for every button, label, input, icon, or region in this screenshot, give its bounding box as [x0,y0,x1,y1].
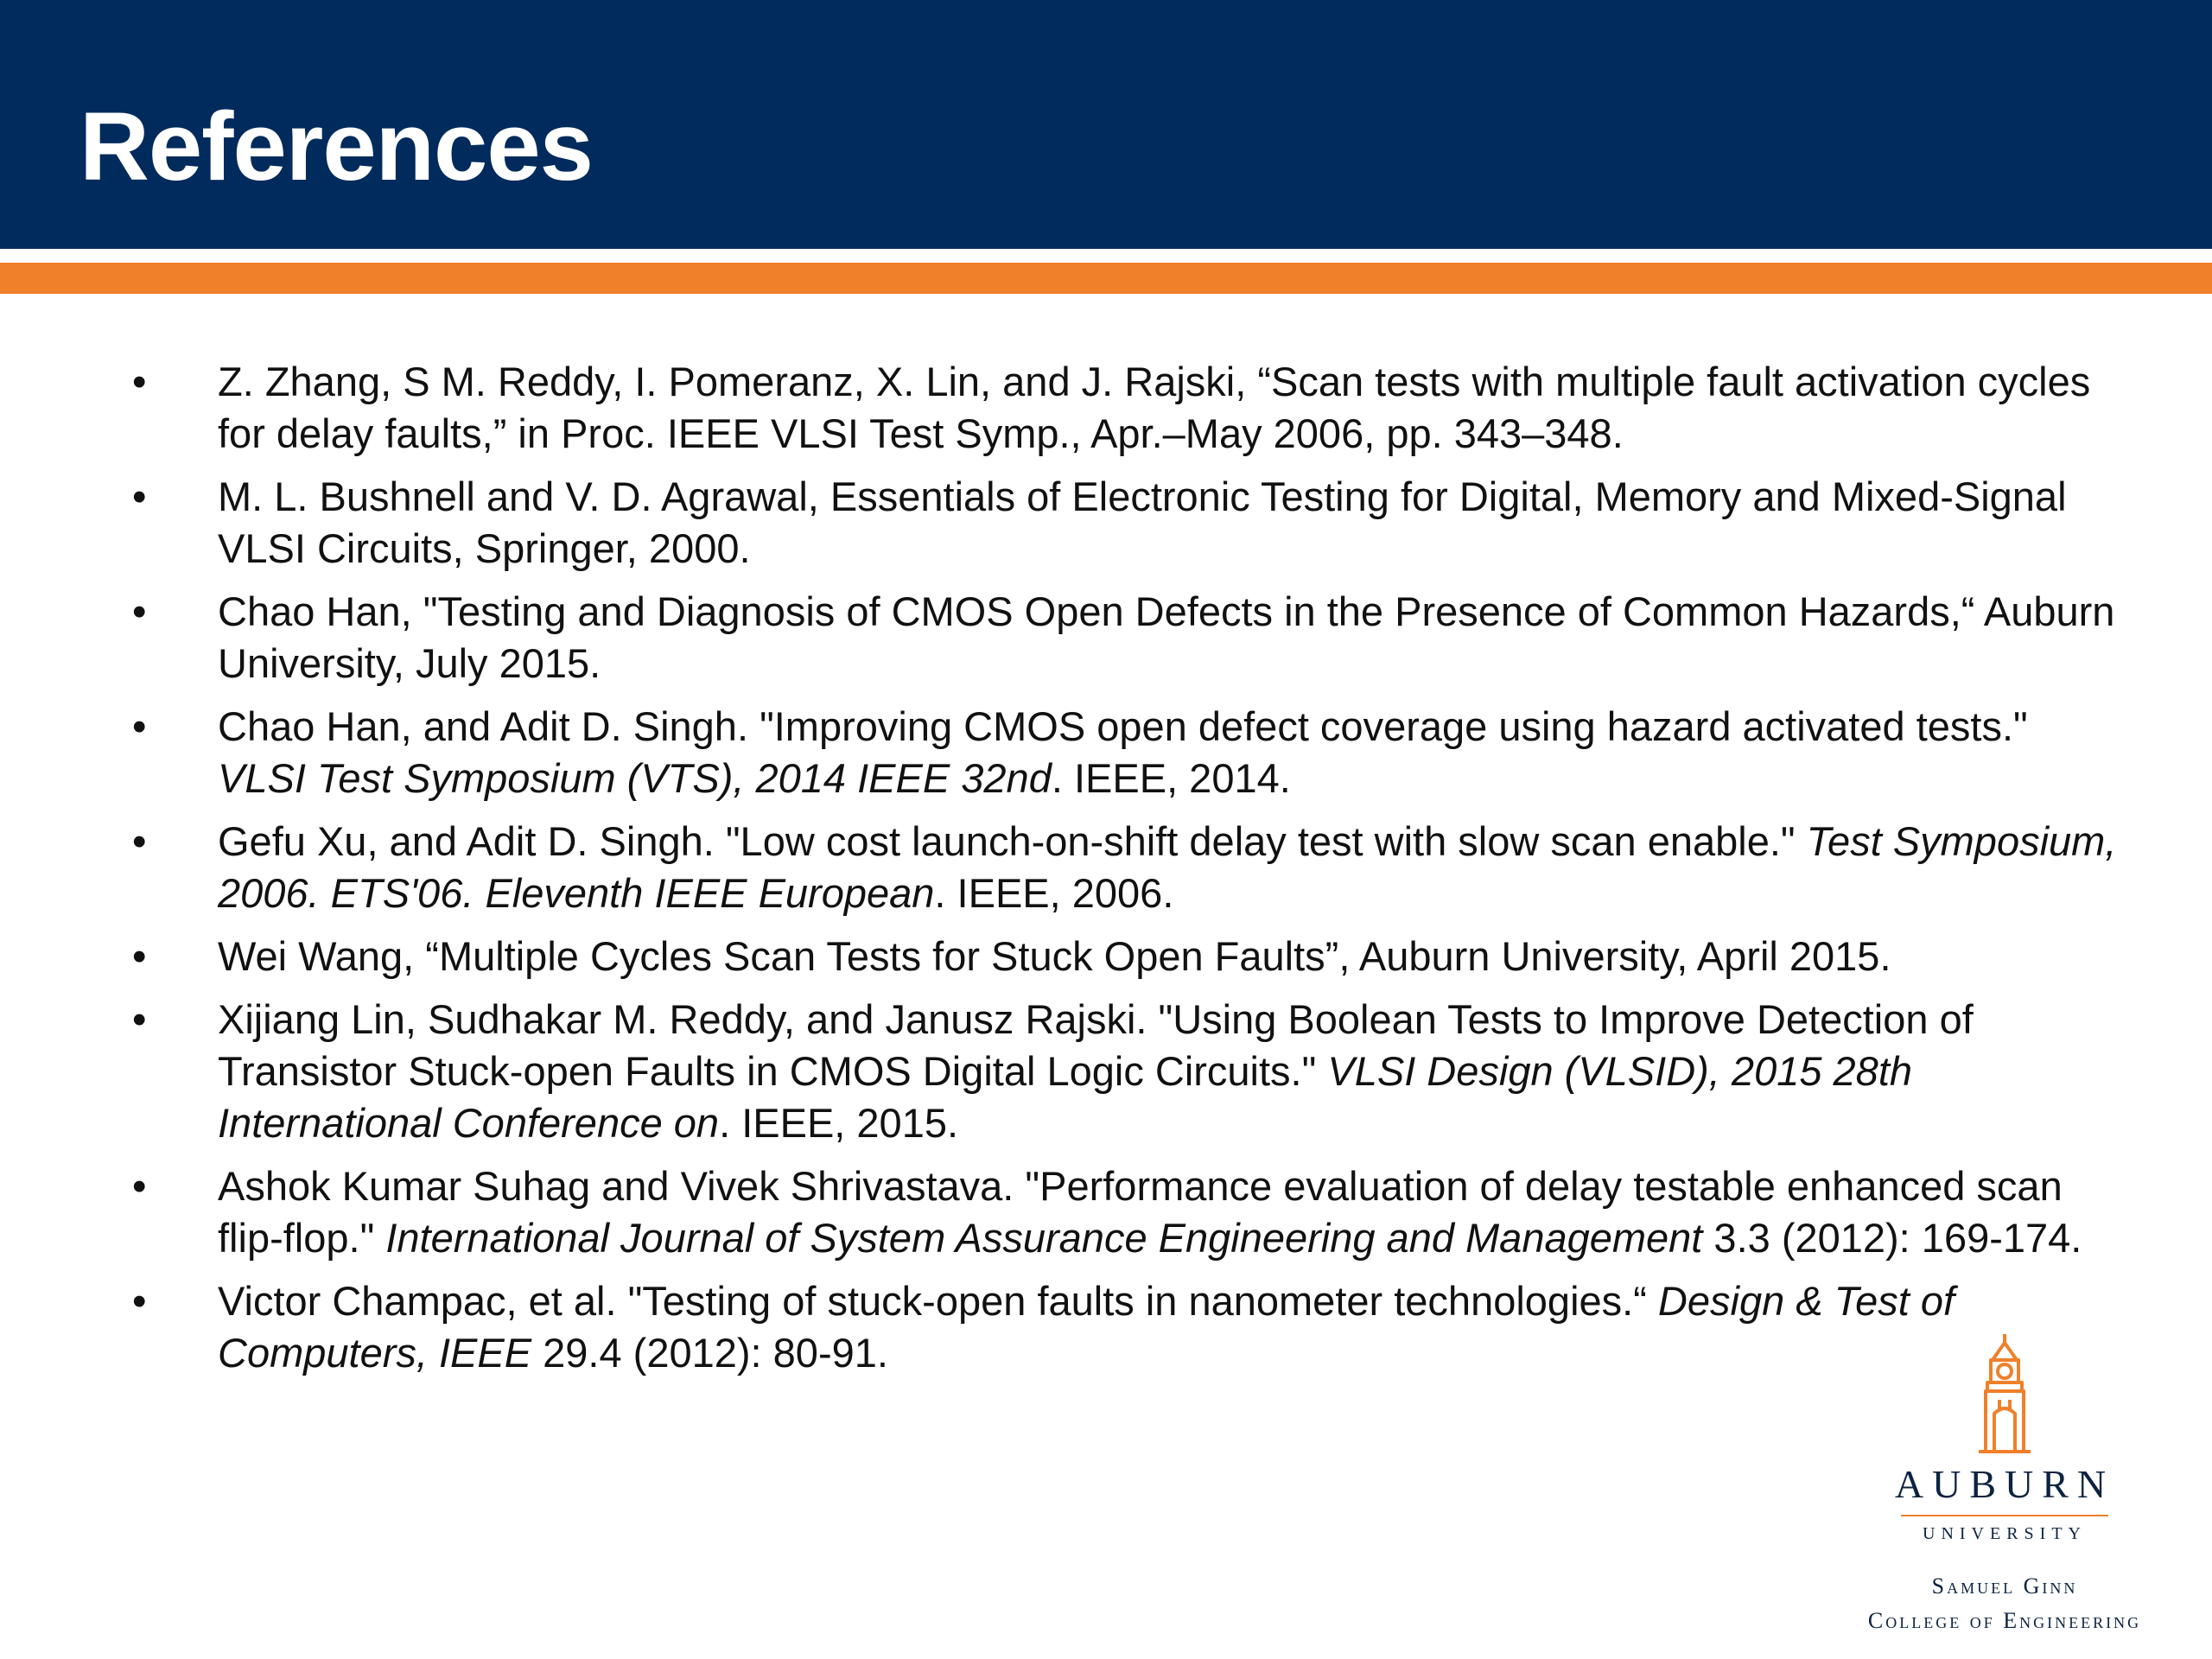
reference-segment: . IEEE, 2014. [1051,755,1291,801]
bullet-icon: • [132,474,147,519]
logo-college-line-2: College of Engineering [1867,1608,2142,1633]
reference-item [0,1160,2126,1264]
bullet-icon: • [132,588,147,634]
reference-text [218,933,1891,979]
reference-text [218,996,1974,1146]
reference-text [218,818,2116,916]
reference-segment: Ashok Kumar Suhag and Vivek Shrivastava. "Performance evaluation of delay testable enhanced scan flip-flop." [218,1163,2063,1261]
reference-text [218,359,2090,456]
reference-text [218,1163,2082,1261]
reference-segment: Wei Wang, “Multiple Cycles Scan Tests for Stuck Open Faults”, Auburn University, April 2015. [218,933,1891,979]
reference-segment: Xijiang Lin, Sudhakar M. Reddy, and Janusz Rajski. "Using Boolean Tests to Improve Detection of Transistor Stuck-open Faults in CMOS Digital Logic Circuits." [218,996,1974,1094]
bullet-icon: • [132,933,147,979]
bullet-icon: • [132,1278,147,1324]
logo-wordmark: AUBURN [1894,1462,2115,1506]
reference-segment: Victor Champac, et al. "Testing of stuck-open faults in nanometer technologies.“ [218,1278,1658,1324]
reference-text [218,588,2114,686]
reference-text [218,703,2028,801]
reference-segment: 3.3 (2012): 169-174. [1702,1215,2082,1261]
reference-venue: Design & Test of Computers, IEEE [218,1278,1955,1376]
reference-segment: . IEEE, 2006. [934,870,1174,916]
bullet-icon: • [132,996,147,1042]
reference-segment: M. L. Bushnell and V. D. Agrawal, Essentials of Electronic Testing for Digital, Memory and Mixed-Signal VLSI Circuits, Springer, 2000. [218,474,2067,571]
reference-item [0,586,2126,690]
bullet-icon: • [132,818,147,864]
reference-venue: Test Symposium, 2006. ETS'06. Eleventh IEEE European [218,818,2117,916]
bullet-icon: • [132,703,147,749]
reference-item [0,1275,2126,1379]
banner-divider-gap [0,249,2212,263]
logo-college-line-1: Samuel Ginn [1931,1573,2078,1599]
reference-item [0,994,2126,1149]
orange-accent-bar [0,263,2212,294]
bullet-icon: • [132,1163,147,1209]
slide-title: References [79,92,593,200]
clock-tower-icon [1961,1331,2048,1460]
reference-segment: 29.4 (2012): 80-91. [531,1330,888,1376]
reference-item [0,701,2126,804]
reference-venue: International Journal of System Assurance Engineering and Management [385,1215,1703,1261]
logo-subtitle: UNIVERSITY [1923,1524,2087,1543]
reference-item [0,931,2126,982]
reference-venue: VLSI Design (VLSID), 2015 28th International Conference on [218,1048,1913,1146]
reference-item [0,471,2126,575]
bullet-icon: • [132,359,147,404]
reference-text [218,474,2067,571]
auburn-logo [1815,1331,2195,1650]
reference-segment: . IEEE, 2015. [719,1100,959,1146]
reference-venue: VLSI Test Symposium (VTS), 2014 IEEE 32nd [218,755,1052,801]
title-banner [0,0,2212,249]
reference-segment: Chao Han, and Adit D. Singh. "Improving CMOS open defect coverage using hazard activated tests." [218,703,2028,749]
reference-segment: Chao Han, "Testing and Diagnosis of CMOS Open Defects in the Presence of Common Hazards,“ Auburn University, July 2015. [218,588,2115,686]
reference-segment: Z. Zhang, S M. Reddy, I. Pomeranz, X. Lin, and J. Rajski, “Scan tests with multiple fault activation cycles for delay faults,” in Proc. IEEE VLSI Test Symp., Apr.–May 2006, pp. 343–348. [218,359,2091,456]
reference-item [0,816,2126,919]
references-list [0,356,2126,1390]
reference-segment: Gefu Xu, and Adit D. Singh. "Low cost launch-on-shift delay test with slow scan enable." [218,818,1807,864]
reference-item [0,356,2126,460]
reference-text [218,1278,1955,1376]
logo-divider [1901,1515,2108,1516]
